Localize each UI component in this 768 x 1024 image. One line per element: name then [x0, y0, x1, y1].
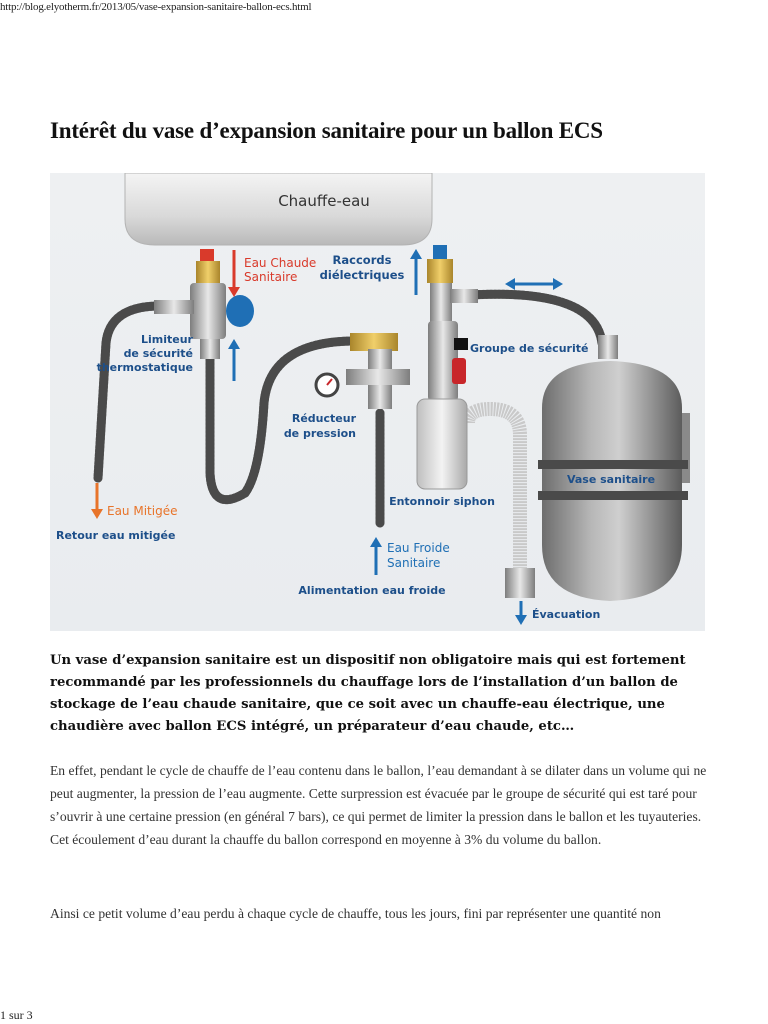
mixed-water-label: Eau Mitigée: [107, 504, 178, 518]
braided-hoses: [98, 294, 602, 523]
dielectric-label-1: Raccords: [332, 253, 392, 267]
body-paragraph-2: Ainsi ce petit volume d’eau perdu à chaque cycle de chauffe, tous les jours, fini par représenter une quantité non: [50, 906, 661, 921]
funnel-label: Entonnoir siphon: [389, 495, 495, 508]
hot-water-label-2: Sanitaire: [244, 270, 298, 284]
reducer-label-2: de pression: [283, 427, 356, 440]
intro-paragraph: Un vase d’expansion sanitaire est un dispositif non obligatoire mais qui est fortement recommandé par les professionnels du chauffage lors de l’installation d’un ballon de stockage de l’eau chaude sanitaire, que ce soit avec un chauffe-eau électrique, une chaudière avec ballon ECS intégré, un préparateur d’eau chaude, etc…: [50, 653, 686, 734]
mixed-return-label: Retour eau mitigée: [56, 529, 176, 542]
safety-group-label: Groupe de sécurité: [470, 342, 589, 355]
cold-supply-label: Alimentation eau froide: [298, 584, 446, 597]
drain-label: Évacuation: [532, 608, 601, 621]
dielectric-label-2: diélectriques: [319, 268, 405, 282]
limiter-label-3: thermostatique: [96, 361, 193, 374]
reducer-label-1: Réducteur: [291, 412, 356, 425]
limiter-label-1: Limiteur: [141, 333, 193, 346]
cold-water-label-2: Sanitaire: [387, 556, 441, 570]
installation-diagram: [50, 173, 705, 631]
limiter-label-2: de sécurité: [123, 347, 193, 360]
hot-water-label-1: Eau Chaude: [244, 256, 317, 270]
page-url[interactable]: http://blog.elyotherm.fr/2013/05/vase-expansion-sanitaire-ballon-ecs.html: [0, 1, 312, 13]
vessel-label: Vase sanitaire: [566, 473, 656, 486]
page-counter: 1 sur 3: [0, 1008, 33, 1022]
article-title: Intérêt du vase d’expansion sanitaire pour un ballon ECS: [50, 118, 603, 143]
body-paragraph-1: En effet, pendant le cycle de chauffe de l’eau contenu dans le ballon, l’eau demandant à se dilater dans un volume qui ne peut augmenter, la pression de l’eau augmente. Cette surpression est évacuée par le groupe de sécurité qui est taré pour s’ouvrir à une certaine pression (en général 7 bars), ce qui permet de limiter la pression dans le ballon et les tuyauteries. Cet écoulement d’eau durant la chauffe du ballon correspond en moyenne à 3% du volume du ballon.: [50, 763, 707, 847]
cold-water-label-1: Eau Froide: [387, 541, 450, 555]
heater-label: Chauffe-eau: [278, 192, 370, 210]
